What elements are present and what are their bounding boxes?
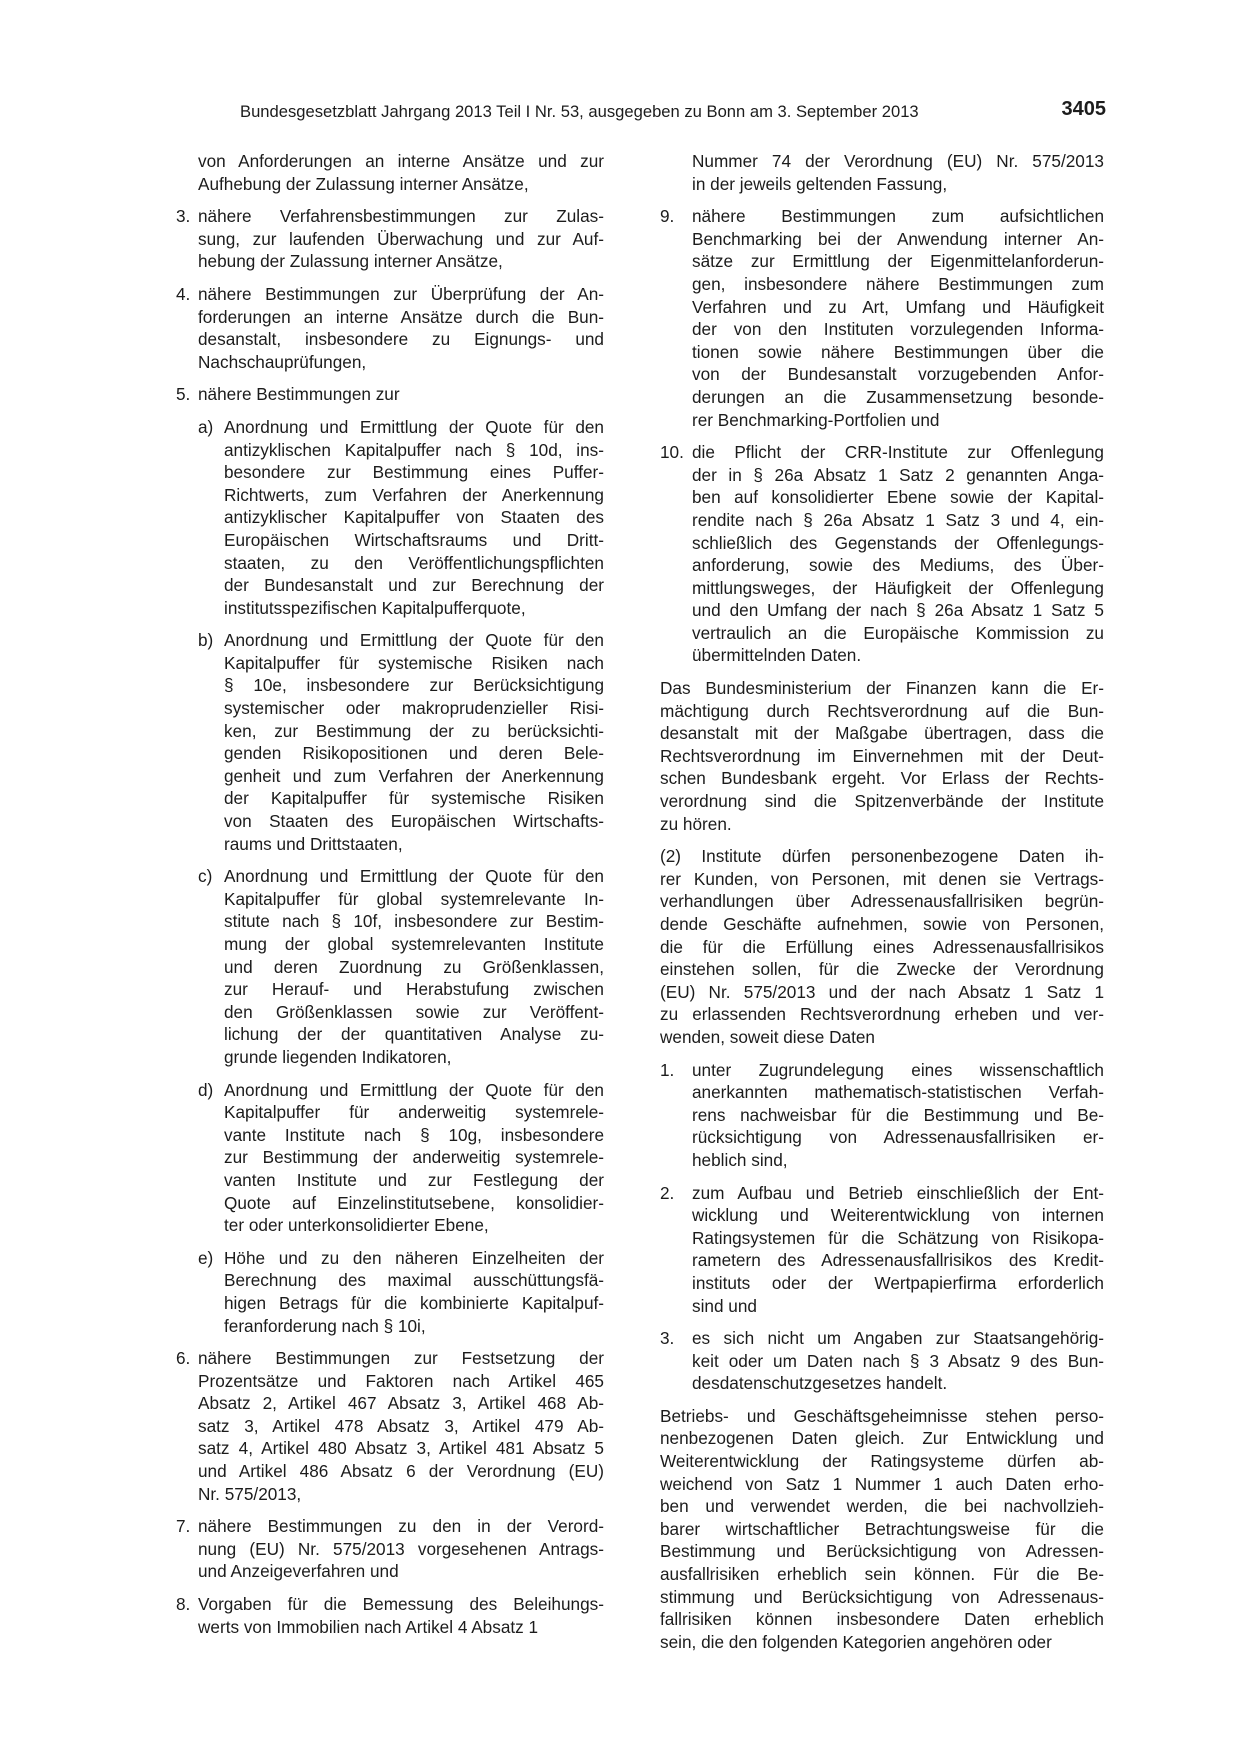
- list-item: [176, 383, 604, 406]
- text-line: Bestimmung und Berücksichtigung von Adressen-: [660, 1541, 1104, 1562]
- text-line: genheit und zum Verfahren der Anerkennung: [224, 765, 604, 786]
- list-item-number: a): [198, 416, 214, 437]
- text-line: rer Benchmarking-Portfolien und: [692, 409, 940, 430]
- page-number: 3405: [1061, 98, 1106, 120]
- list-item-number: c): [198, 866, 213, 887]
- text-line: Prozentsätze und Faktoren nach Artikel 465: [198, 1370, 604, 1391]
- text-line: verhandlungen über Adressenausfallrisiken begrün-: [660, 891, 1104, 912]
- list-item-text: [224, 416, 604, 619]
- text-line: Nr. 575/2013,: [198, 1483, 302, 1504]
- text-line: nähere Bestimmungen zu den in der Verord-: [198, 1516, 604, 1537]
- text-line: anerkannten mathematisch-statistischen Verfah-: [692, 1082, 1104, 1103]
- text-line: higen Betrags für die kombinierte Kapitalpuf-: [224, 1292, 604, 1313]
- text-line: zur Bestimmung der anderweitig systemrele-: [224, 1147, 604, 1168]
- text-line: mung der global systemrelevanten Institute: [224, 934, 604, 954]
- list-item-text: [692, 1059, 1104, 1172]
- text-line: rer Kunden, von Personen, mit denen sie Vertrags-: [660, 868, 1104, 889]
- text-line: werts von Immobilien nach Artikel 4 Absatz 1: [198, 1616, 539, 1637]
- list-item-text: [198, 283, 604, 373]
- text-line: unter Zugrundelegung eines wissenschaftlich: [692, 1059, 1104, 1080]
- list-item-text: [224, 1247, 604, 1337]
- list-item-text: [692, 205, 1104, 431]
- left-column: [176, 150, 604, 1648]
- sub-list-item: [198, 1247, 604, 1337]
- text-line: (2) Institute dürfen personenbezogene Daten ih-: [660, 846, 1104, 867]
- list-item-number: d): [198, 1079, 214, 1100]
- text-line: nung (EU) Nr. 575/2013 vorgesehenen Antrags-: [198, 1538, 604, 1559]
- list-item-text: [224, 1079, 604, 1237]
- text-line: desdatenschutzgesetzes handelt.: [692, 1373, 948, 1394]
- text-line: (EU) Nr. 575/2013 und der nach Absatz 1 Satz 1: [660, 981, 1104, 1002]
- text-line: heblich sind,: [692, 1149, 788, 1170]
- list-item-number: 2.: [660, 1182, 675, 1203]
- text-line: nähere Bestimmungen zum aufsichtlichen: [692, 206, 1104, 227]
- text-line: Richtwerts, zum Verfahren der Anerkennung: [224, 484, 604, 505]
- text-line: barer wirtschaftlicher Betrachtungsweise für die: [660, 1518, 1104, 1539]
- text-line: mächtigung durch Rechtsverordnung auf die Bun-: [660, 700, 1104, 721]
- text-line: grunde liegenden Indikatoren,: [224, 1046, 452, 1067]
- list-item-text: [198, 205, 604, 273]
- text-line: Quote auf Einzelinstitutsebene, konsolidier-: [224, 1192, 604, 1213]
- list-item-number: 10.: [660, 442, 684, 463]
- text-line: Aufhebung der Zulassung interner Ansätze,: [198, 173, 529, 194]
- text-line: sätze zur Ermittlung der Eigenmittelanforderun-: [692, 251, 1104, 272]
- text-line: übermittelnden Daten.: [692, 645, 862, 666]
- text-line: Anordnung und Ermittlung der Quote für den: [224, 416, 604, 437]
- text-line: nähere Bestimmungen zur: [198, 384, 400, 405]
- text-line: Kapitalpuffer für systemische Risiken nach: [224, 652, 604, 673]
- text-line: Weiterentwicklung der Ratingsysteme dürfen ab-: [660, 1451, 1104, 1472]
- text-line: die für die Erfüllung eines Adressenausfallrisikos: [660, 936, 1104, 957]
- text-line: institutsspezifischen Kapitalpufferquote,: [224, 597, 526, 618]
- text-line: einstehen sollen, für die Zwecke der Verordnung: [660, 959, 1104, 980]
- continued-text: [198, 150, 604, 195]
- text-line: nähere Bestimmungen zur Überprüfung der An-: [198, 283, 604, 304]
- list-item: [660, 205, 1104, 431]
- list-item: [660, 1182, 1104, 1318]
- right-column: [660, 150, 1104, 1663]
- paragraph: [660, 677, 1104, 835]
- text-line: fallrisiken können insbesondere Daten erheblich: [660, 1609, 1104, 1630]
- list-item-number: 7.: [176, 1516, 191, 1537]
- text-line: besondere zur Bestimmung eines Puffer-: [224, 462, 604, 483]
- text-line: Kapitalpuffer für anderweitig systemrele-: [224, 1102, 604, 1123]
- text-line: Verfahren und zu Art, Umfang und Häufigkeit: [692, 296, 1104, 317]
- text-line: weichend von Satz 1 Nummer 1 auch Daten erho-: [660, 1473, 1104, 1494]
- text-line: vanten Institute und zur Festlegung der: [224, 1169, 604, 1190]
- text-line: feranforderung nach § 10i,: [224, 1315, 426, 1336]
- text-line: staaten, zu den Veröffentlichungspflichten: [224, 552, 604, 573]
- list-item-text: [692, 441, 1104, 667]
- list-item: [176, 205, 604, 273]
- text-line: sung, zur laufenden Überwachung und zur Auf-: [198, 228, 604, 249]
- text-line: mittlungsweges, der Häufigkeit der Offenlegung: [692, 577, 1104, 598]
- text-line: derungen an die Zusammensetzung besonde-: [692, 386, 1104, 407]
- text-line: der Bundesanstalt und zur Berechnung der: [224, 575, 604, 596]
- list-item-number: 4.: [176, 283, 191, 304]
- text-line: der in § 26a Absatz 1 Satz 2 genannten Anga-: [692, 464, 1104, 485]
- text-line: nenbezogenen Daten gleich. Zur Entwicklung und: [660, 1428, 1104, 1449]
- list-item-text: [692, 1182, 1104, 1318]
- text-line: wicklung und Weiterentwicklung von internen: [692, 1205, 1104, 1226]
- text-line: desanstalt, insbesondere zu Eignungs- und: [198, 329, 604, 350]
- text-line: ben auf konsolidierter Ebene sowie der Kapital-: [692, 487, 1104, 508]
- text-line: genden Risikopositionen und deren Bele-: [224, 743, 604, 764]
- text-line: vertraulich an die Europäische Kommission zu: [692, 622, 1104, 643]
- paragraph: [660, 845, 1104, 1048]
- text-line: Nummer 74 der Verordnung (EU) Nr. 575/2013: [692, 151, 1104, 171]
- text-line: raums und Drittstaaten,: [224, 833, 403, 854]
- text-line: Anordnung und Ermittlung der Quote für den: [224, 630, 604, 651]
- list-item-text: [198, 1347, 604, 1505]
- list-item: [176, 1347, 604, 1505]
- list-item-text: [224, 629, 604, 855]
- list-item-number: 5.: [176, 384, 191, 405]
- text-line: Das Bundesministerium der Finanzen kann die Er-: [660, 678, 1104, 699]
- text-line: in der jeweils geltenden Fassung,: [692, 173, 948, 194]
- sub-list-item: [198, 629, 604, 855]
- text-line: zum Aufbau und Betrieb einschließlich der Ent-: [692, 1182, 1104, 1203]
- list-item-text: [224, 865, 604, 1068]
- text-line: satz 4, Artikel 480 Absatz 3, Artikel 481 Absatz 5: [198, 1438, 604, 1459]
- text-line: rücksichtigung von Adressenausfallrisiken er-: [692, 1127, 1104, 1148]
- text-line: zu hören.: [660, 813, 732, 834]
- text-line: Nachschauprüfungen,: [198, 351, 367, 372]
- text-line: instituts oder der Wertpapierfirma erforderlich: [692, 1272, 1104, 1293]
- text-line: von der Bundesanstalt vorzugebenden Anfor-: [692, 364, 1104, 385]
- text-line: nähere Bestimmungen zur Festsetzung der: [198, 1348, 604, 1369]
- text-line: von Staaten des Europäischen Wirtschafts-: [224, 811, 604, 832]
- text-line: schließlich des Gegenstands der Offenlegungs-: [692, 532, 1104, 553]
- text-line: § 10e, insbesondere zur Berücksichtigung: [224, 675, 604, 696]
- page-header: [240, 98, 1106, 128]
- text-line: dende Geschäfte aufnehmen, sowie von Personen,: [660, 914, 1104, 934]
- text-line: Kapitalpuffer für global systemrelevante In-: [224, 888, 604, 909]
- list-item: [176, 1593, 604, 1638]
- list-item: [176, 1515, 604, 1583]
- text-line: antizyklischer Kapitalpuffer von Staaten des: [224, 507, 604, 528]
- text-line: der Kapitalpuffer für systemische Risiken: [224, 788, 604, 809]
- text-line: ter oder unterkonsolidierter Ebene,: [224, 1215, 489, 1236]
- continued-text: [660, 150, 1104, 195]
- paragraph: [660, 1405, 1104, 1654]
- text-line: Anordnung und Ermittlung der Quote für den: [224, 1079, 604, 1100]
- text-line: keit oder um Daten nach § 3 Absatz 9 des Bun-: [692, 1350, 1104, 1371]
- list-item-text: [198, 383, 604, 406]
- text-line: und den Umfang der nach § 26a Absatz 1 Satz 5: [692, 600, 1104, 621]
- text-line: rendite nach § 26a Absatz 1 Satz 3 und 4, ein-: [692, 509, 1104, 530]
- text-line: rametern des Adressenausfallrisikos des Kredit-: [692, 1250, 1104, 1271]
- list-item-number: 1.: [660, 1059, 675, 1080]
- sub-list-item: [198, 865, 604, 1068]
- text-line: ken, zur Bestimmung der zu berücksichti-: [224, 720, 604, 741]
- text-line: sind und: [692, 1295, 757, 1316]
- list-item: [660, 441, 1104, 667]
- text-line: gen, insbesondere nähere Bestimmungen zum: [692, 273, 1104, 294]
- text-line: zu erlassenden Rechtsverordnung erheben und ver-: [660, 1004, 1104, 1025]
- text-line: Benchmarking bei der Anwendung interner An-: [692, 228, 1104, 249]
- text-line: Absatz 2, Artikel 467 Absatz 3, Artikel 468 Ab-: [198, 1393, 604, 1414]
- text-line: verordnung sind die Spitzenverbände der Institute: [660, 791, 1104, 812]
- text-line: und deren Zuordnung zu Größenklassen,: [224, 956, 604, 977]
- list-item-number: b): [198, 630, 214, 651]
- text-line: antizyklischen Kapitalpuffer nach § 10d, ins-: [224, 439, 604, 460]
- text-line: Betriebs- und Geschäftsgeheimnisse stehen perso-: [660, 1405, 1104, 1426]
- text-line: die Pflicht der CRR-Institute zur Offenlegung: [692, 442, 1104, 463]
- text-line: es sich nicht um Angaben zur Staatsangehörig-: [692, 1328, 1104, 1349]
- text-line: Rechtsverordnung im Einvernehmen mit der Deut-: [660, 745, 1104, 766]
- list-item-number: e): [198, 1247, 214, 1268]
- text-line: Höhe und zu den näheren Einzelheiten der: [224, 1247, 604, 1268]
- text-line: lichung der der quantitativen Analyse zu-: [224, 1024, 604, 1045]
- sub-list-item: [198, 1079, 604, 1237]
- text-line: forderungen an interne Ansätze durch die Bun-: [198, 306, 604, 327]
- text-line: Berechnung des maximal ausschüttungsfä-: [224, 1270, 604, 1291]
- text-line: ben und verwendet werden, die bei nachvollzieh-: [660, 1496, 1104, 1517]
- text-line: Anordnung und Ermittlung der Quote für den: [224, 866, 604, 887]
- text-line: und Anzeigeverfahren und: [198, 1561, 399, 1582]
- list-item-number: 6.: [176, 1348, 191, 1369]
- list-item-number: 3.: [176, 206, 191, 227]
- text-line: sein, die den folgenden Kategorien angehören oder: [660, 1631, 1052, 1652]
- sub-list-item: [198, 416, 604, 619]
- list-item: [176, 283, 604, 373]
- text-line: systemischer oder makroprudenzieller Risi-: [224, 698, 604, 719]
- text-line: ausfallrisiken erheblich sein können. Für die Be-: [660, 1564, 1104, 1585]
- text-line: desanstalt mit der Maßgabe übertragen, dass die: [660, 723, 1104, 744]
- text-line: stimmung und Berücksichtigung von Adressenaus-: [660, 1586, 1104, 1607]
- text-line: Vorgaben für die Bemessung des Beleihungs-: [198, 1594, 604, 1615]
- gazette-title: Bundesgesetzblatt Jahrgang 2013 Teil I Nr. 53, ausgegeben zu Bonn am 3. September 2013: [240, 102, 919, 121]
- list-item-text: [692, 1327, 1104, 1395]
- text-line: wenden, soweit diese Daten: [660, 1026, 875, 1047]
- list-item-text: [198, 1515, 604, 1583]
- text-line: der von den Instituten vorzulegenden Informa-: [692, 319, 1104, 340]
- text-line: schen Bundesbank ergeht. Vor Erlass der Rechts-: [660, 768, 1104, 789]
- text-line: den Größenklassen sowie zur Veröffent-: [224, 1001, 604, 1022]
- text-line: hebung der Zulassung interner Ansätze,: [198, 251, 503, 272]
- list-item-text: [198, 1593, 604, 1638]
- text-line: von Anforderungen an interne Ansätze und zur: [198, 151, 604, 171]
- text-line: tionen sowie nähere Bestimmungen über die: [692, 341, 1104, 362]
- list-item: [660, 1327, 1104, 1395]
- text-line: Ratingsystemen für die Schätzung von Risikopa-: [692, 1227, 1104, 1248]
- text-line: satz 3, Artikel 478 Absatz 3, Artikel 479 Ab-: [198, 1415, 604, 1436]
- text-line: anforderung, sowie des Mediums, des Über-: [692, 555, 1104, 576]
- text-line: stitute nach § 10f, insbesondere zur Bestim-: [224, 911, 604, 932]
- text-line: zur Herauf- und Herabstufung zwischen: [224, 979, 604, 1000]
- text-line: und Artikel 486 Absatz 6 der Verordnung (EU): [198, 1461, 604, 1482]
- list-item-number: 9.: [660, 206, 675, 227]
- list-item-number: 8.: [176, 1594, 191, 1615]
- text-line: nähere Verfahrensbestimmungen zur Zulas-: [198, 206, 604, 227]
- list-item: [660, 1059, 1104, 1172]
- list-item-number: 3.: [660, 1328, 675, 1349]
- text-line: Europäischen Wirtschaftsraums und Dritt-: [224, 529, 604, 550]
- text-line: rens nachweisbar für die Bestimmung und Be-: [692, 1104, 1104, 1125]
- text-line: vante Institute nach § 10g, insbesondere: [224, 1124, 604, 1145]
